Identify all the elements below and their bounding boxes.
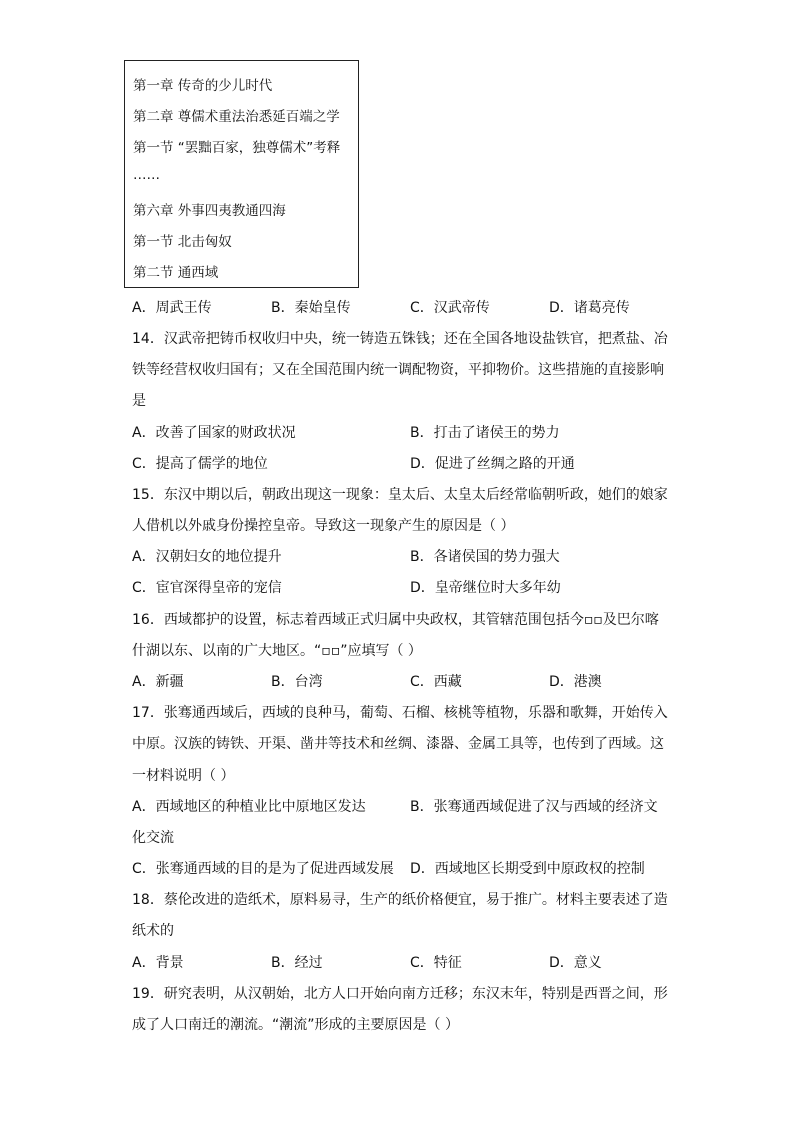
q18-option-c: C．特征 [410,955,462,971]
q18-option-d: D．意义 [549,955,602,971]
q18-option-b: B．经过 [271,955,323,971]
toc-line: 第一节 北击匈奴 [133,234,232,250]
q16-option-c: C．西藏 [410,674,462,690]
q14-option-d: D．促进了丝绸之路的开通 [410,456,575,472]
q14-option-a: A．改善了国家的财政状况 [132,425,296,441]
q17-stem-line: 一材料说明（ ） [132,768,235,784]
q14-stem-line: 铁等经营权收归国有；又在全国范围内统一调配物资，平抑物价。这些措施的直接影响 [132,362,664,378]
q17-option-d: D．西域地区长期受到中原政权的控制 [410,861,645,877]
q15-option-b: B．各诸侯国的势力强大 [410,549,560,565]
table-of-contents-box [124,60,359,288]
toc-line: 第二节 通西域 [133,265,219,281]
q19-stem-line: 19．研究表明，从汉朝始，北方人口开始向南方迁移；东汉末年，特别是西晋之间，形 [132,986,668,1002]
q17-stem-line: 中原。汉族的铸铁、开渠、凿井等技术和丝绸、漆器、金属工具等，也传到了西域。这 [132,736,664,752]
toc-line: 第二章 尊儒术重法治悉延百端之学 [133,109,340,125]
toc-line: 第一章 传奇的少儿时代 [133,78,273,94]
toc-line: …… [133,167,160,183]
q18-stem-line: 18．蔡伦改进的造纸术，原料易寻，生产的纸价格便宜，易于推广。材料主要表述了造 [132,892,668,908]
q14-option-b: B．打击了诸侯王的势力 [410,425,560,441]
q16-stem-line: 什湖以东、以南的广大地区。“▫▫”应填写（ ） [132,643,422,659]
q17-option-b: B．张骞通西域促进了汉与西域的经济文 [410,799,658,815]
toc-line: 第一节 “罢黜百家，独尊儒术”考释 [133,140,341,156]
q19-stem-line: 成了人口南迁的潮流。“潮流”形成的主要原因是（ ） [132,1017,459,1033]
q17-option-a: A．西域地区的种植业比中原地区发达 [132,799,366,815]
q17-option-c: C．张骞通西域的目的是为了促进西域发展 [132,861,394,877]
q15-stem-line: 15．东汉中期以后，朝政出现这一现象：皇太后、太皇太后经常临朝听政，她们的娘家 [132,487,668,503]
q18-option-a: A．背景 [132,955,184,971]
q14-option-c: C．提高了儒学的地位 [132,456,268,472]
q16-option-a: A．新疆 [132,674,184,690]
q15-option-a: A．汉朝妇女的地位提升 [132,549,282,565]
q16-stem-line: 16．西域都护的设置，标志着西域正式归属中央政权，其管辖范围包括今▫▫及巴尔喀 [132,612,659,628]
q16-option-d: D．港澳 [549,674,602,690]
q16-option-b: B．台湾 [271,674,323,690]
q14-stem-line: 14．汉武帝把铸币权收归中央，统一铸造五铢钱；还在全国各地设盐铁官，把煮盐、冶 [132,331,668,347]
q13-option-d: D．诸葛亮传 [549,300,630,316]
q17-option-b-continued: 化交流 [132,830,174,846]
q15-stem-line: 人借机以外戚身份操控皇帝。导致这一现象产生的原因是（ ） [132,518,515,534]
q17-stem-line: 17．张骞通西域后，西域的良种马，葡萄、石榴、核桃等植物，乐器和歌舞，开始传入 [132,705,668,721]
q13-option-a: A．周武王传 [132,300,212,316]
q18-stem-line: 纸术的 [132,923,174,939]
q15-option-d: D．皇帝继位时大多年幼 [410,580,561,596]
q15-option-c: C．宦官深得皇帝的宠信 [132,580,282,596]
q13-option-b: B．秦始皇传 [271,300,351,316]
q13-option-c: C．汉武帝传 [410,300,490,316]
q14-stem-line: 是 [132,393,146,409]
toc-line: 第六章 外事四夷教通四海 [133,203,286,219]
